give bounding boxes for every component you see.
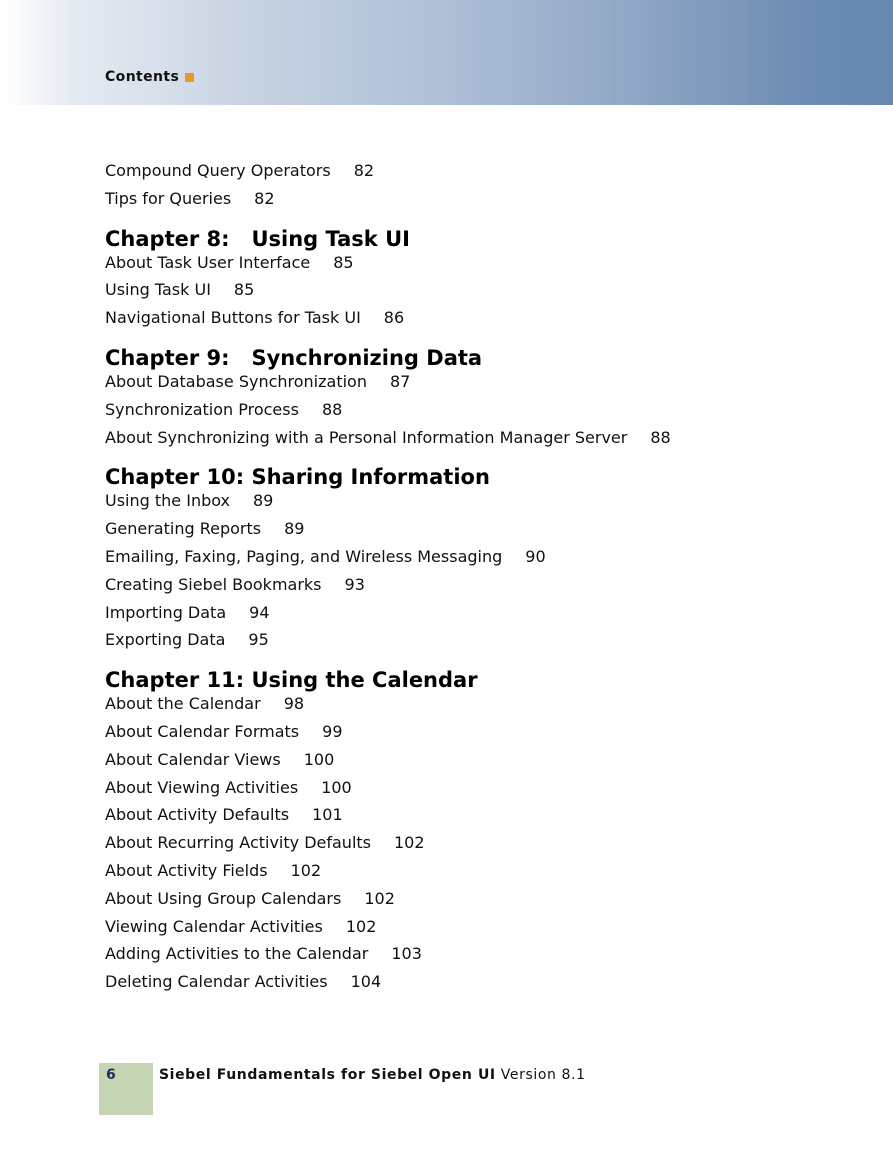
toc-entry-title: About Viewing Activities [105,777,299,797]
toc-entry-title: About Activity Fields [105,860,268,880]
toc-entry-title: About Database Synchronization [105,371,367,391]
toc-entry[interactable] [105,400,865,428]
toc-entry-page: 102 [345,916,377,936]
toc-entry-title: About Synchronizing with a Personal Information Manager Server [105,427,628,447]
toc-entry-title: Importing Data [105,602,227,622]
toc-entry-title: Creating Siebel Bookmarks [105,574,322,594]
toc-entry[interactable] [105,630,865,658]
toc-entry[interactable] [105,372,865,400]
toc-entry-page: 95 [248,630,269,650]
toc-entry-title: About Recurring Activity Defaults [105,833,371,853]
toc-entry-page: 82 [254,188,275,208]
toc-entry-title: Emailing, Faxing, Paging, and Wireless Messaging [105,546,503,566]
toc-entry-page: 88 [321,399,343,419]
toc-entry[interactable] [105,972,865,1000]
toc-entry[interactable] [105,575,865,603]
toc-entry[interactable] [105,547,865,575]
toc-entry-page: 102 [364,888,395,908]
toc-entry-page: 102 [394,833,425,853]
chapter-heading[interactable]: Chapter 8: Using Task UI [105,226,410,251]
toc-entry-page: 101 [312,805,343,825]
toc-entry[interactable] [105,428,865,456]
toc-entry-title: Navigational Buttons for Task UI [105,308,361,328]
chapter-heading[interactable]: Chapter 9: Synchronizing Data [105,345,483,370]
toc-entry-title: Deleting Calendar Activities [105,972,328,992]
toc-entry[interactable] [105,491,865,519]
toc-entry[interactable] [105,889,865,917]
toc-entry-title: Synchronization Process [105,399,299,419]
toc-entry[interactable] [105,917,865,945]
toc-entry[interactable] [105,833,865,861]
toc-entry-title: About Task User Interface [105,252,311,272]
toc-entry[interactable] [105,944,865,972]
book-title: Siebel Fundamentals for Siebel Open UI [159,1067,496,1083]
toc-entry[interactable] [105,750,865,778]
toc-entry-title: Generating Reports [105,519,262,539]
header-band [0,0,893,105]
table-of-contents [105,161,865,1000]
toc-entry[interactable] [105,280,865,308]
orange-square-bullet-icon [185,73,194,82]
toc-entry-page: 89 [253,491,274,511]
toc-entry[interactable] [105,861,865,889]
toc-entry-page: 88 [650,427,671,447]
toc-entry-page: 94 [249,602,270,622]
toc-entry-page: 82 [353,161,375,180]
toc-entry-title: About Activity Defaults [105,805,290,825]
footer-page-number: 6 [106,1067,116,1083]
toc-entry-page: 100 [321,777,352,797]
toc-entry-page: 85 [233,280,255,300]
toc-entry-page: 103 [391,944,422,964]
toc-entry-page: 99 [322,721,343,741]
toc-entry-title: About Using Group Calendars [105,888,342,908]
toc-entry[interactable] [105,603,865,631]
toc-entry[interactable] [105,189,865,217]
toc-entry[interactable] [105,161,865,189]
toc-entry-page: 93 [344,574,365,594]
chapter-heading[interactable]: Chapter 11: Using the Calendar [105,668,478,693]
toc-entry-page: 87 [389,371,411,391]
toc-entry-title: Compound Query Operators [105,161,331,180]
toc-entry-page: 104 [350,972,382,992]
book-version: Version 8.1 [500,1067,586,1083]
toc-entry-page: 98 [283,694,305,714]
toc-entry[interactable] [105,805,865,833]
toc-entry-page: 100 [303,749,335,769]
toc-entry-page: 90 [525,546,546,566]
section-label: Contents [105,69,180,85]
toc-entry-title: Adding Activities to the Calendar [105,944,369,964]
toc-entry[interactable] [105,694,865,722]
toc-entry[interactable] [105,778,865,806]
toc-entry-title: Viewing Calendar Activities [105,916,323,936]
toc-entry-page: 86 [383,308,405,328]
running-header [105,69,194,85]
toc-entry-page: 102 [290,860,322,880]
toc-entry[interactable] [105,308,865,336]
toc-entry-page: 85 [333,252,354,272]
toc-entry-title: About Calendar Views [105,749,281,769]
toc-entry-page: 89 [284,519,305,539]
toc-entry-title: Tips for Queries [105,188,232,208]
toc-entry-title: Using Task UI [105,280,211,300]
chapter-heading[interactable]: Chapter 10: Sharing Information [105,465,490,490]
toc-entry-title: Exporting Data [105,630,226,650]
footer-book-title [159,1067,586,1083]
toc-entry-title: About Calendar Formats [105,721,300,741]
toc-entry-title: About the Calendar [105,694,261,714]
toc-entry[interactable] [105,253,865,281]
toc-entry[interactable] [105,519,865,547]
toc-entry[interactable] [105,722,865,750]
toc-entry-title: Using the Inbox [105,491,230,511]
